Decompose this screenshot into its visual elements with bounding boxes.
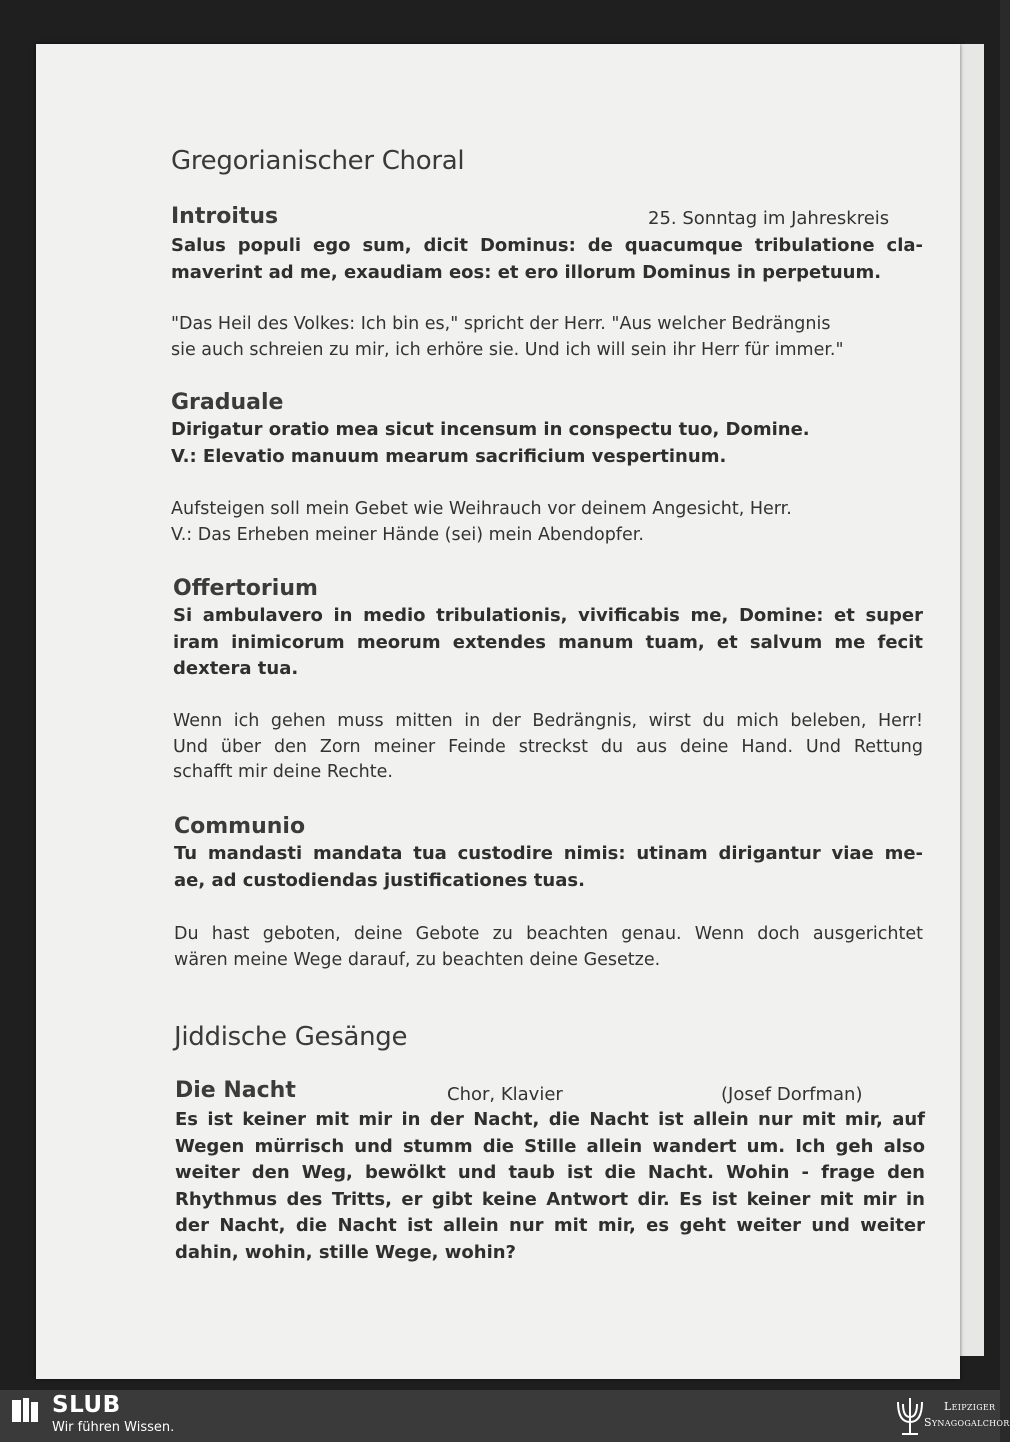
text-line: Tu mandasti mandata tua custodire nimis: utinam dirigantur viae me- bbox=[174, 843, 923, 864]
text-line: V.: Das Erheben meiner Hände (sei) mein Abendopfer. bbox=[171, 524, 644, 545]
program-page bbox=[36, 44, 960, 1379]
heading-die-nacht: Die Nacht bbox=[175, 1078, 296, 1103]
text-line: wären meine Wege darauf, zu beachten deine Gesetze. bbox=[174, 949, 661, 970]
text-line: Wegen mürrisch und stumm die Stille allein wandert um. Ich geh also bbox=[175, 1135, 925, 1157]
text-line: sie auch schreien zu mir, ich erhöre sie. Und ich will sein ihr Herr für immer." bbox=[171, 339, 844, 360]
text-line: iram inimicorum meorum extendes manum tuam, et salvum me fecit bbox=[173, 631, 923, 653]
slub-tagline: Wir führen Wissen. bbox=[52, 1420, 175, 1435]
text-line: "Das Heil des Volkes: Ich bin es," spricht der Herr. "Aus welcher Bedrängnis bbox=[171, 314, 831, 334]
text-line: weiter den Weg, bewölkt und taub ist die Nacht. Wohin - frage den bbox=[175, 1162, 925, 1183]
section-title-gregorian: Gregorianischer Choral bbox=[171, 146, 465, 176]
text-line: schafft mir deine Rechte. bbox=[173, 762, 393, 782]
text-line: Salus populi ego sum, dicit Dominus: de quacumque tribulatione cla- bbox=[171, 235, 923, 256]
text-line: Es ist keiner mit mir in der Nacht, die Nacht ist allein nur mit mir, auf bbox=[175, 1109, 925, 1130]
text-line: Si ambulavero in medio tribulationis, vivificabis me, Domine: et super bbox=[173, 605, 923, 626]
graduale-german bbox=[171, 497, 923, 548]
text-line: Und über den Zorn meiner Feinde streckst du aus deine Hand. Und Rettung bbox=[173, 736, 923, 757]
text-line: V.: Elevatio manuum mearum sacrificium vespertinum. bbox=[171, 445, 727, 467]
text-line: dahin, wohin, stille Wege, wohin? bbox=[175, 1241, 516, 1263]
text-line: Wenn ich gehen muss mitten in der Bedrängnis, wirst du mich beleben, Herr! bbox=[173, 711, 923, 731]
communio-german bbox=[174, 922, 923, 973]
text-line: der Nacht, die Nacht ist allein nur mit mir, es geht weiter und weiter bbox=[175, 1215, 925, 1236]
text-line: dextera tua. bbox=[173, 658, 299, 679]
heading-graduale: Graduale bbox=[171, 390, 284, 415]
book-stack-icon bbox=[10, 1396, 40, 1424]
heading-introitus: Introitus bbox=[171, 204, 279, 229]
introitus-german bbox=[171, 312, 923, 363]
heading-offertorium: Offertorium bbox=[173, 576, 318, 601]
offertorium-latin bbox=[173, 603, 923, 683]
introitus-latin bbox=[171, 233, 923, 286]
choir-name-line1: Leipziger bbox=[944, 1400, 996, 1413]
section-title-yiddish: Jiddische Gesänge bbox=[174, 1022, 408, 1052]
instrumentation: Chor, Klavier bbox=[447, 1084, 563, 1105]
text-line: maverint ad me, exaudiam eos: et ero illorum Dominus in perpetuum. bbox=[171, 261, 882, 283]
graduale-latin bbox=[171, 417, 923, 470]
text-line: Du hast geboten, deine Gebote zu beachten genau. Wenn doch ausgerichtet bbox=[174, 924, 923, 944]
offertorium-german bbox=[173, 709, 923, 786]
text-line: Aufsteigen soll mein Gebet wie Weihrauch vor deinem Angesicht, Herr. bbox=[171, 499, 792, 519]
communio-latin bbox=[174, 841, 923, 894]
composer: (Josef Dorfman) bbox=[721, 1084, 863, 1105]
slub-name[interactable]: SLUB bbox=[52, 1392, 121, 1418]
choir-name-line2: Synagogalchor bbox=[924, 1416, 1010, 1429]
heading-communio: Communio bbox=[174, 814, 306, 839]
liturgical-date: 25. Sonntag im Jahreskreis bbox=[648, 208, 890, 229]
viewer-footer bbox=[0, 1390, 1010, 1442]
text-line: Dirigatur oratio mea sicut incensum in conspectu tuo, Domine. bbox=[171, 419, 810, 440]
menorah-icon bbox=[892, 1394, 928, 1438]
die-nacht-text bbox=[175, 1107, 925, 1266]
text-line: ae, ad custodiendas justificationes tuas. bbox=[174, 869, 585, 891]
text-line: Rhythmus des Tritts, er gibt keine Antwort dir. Es ist keiner mit mir in bbox=[175, 1188, 925, 1210]
